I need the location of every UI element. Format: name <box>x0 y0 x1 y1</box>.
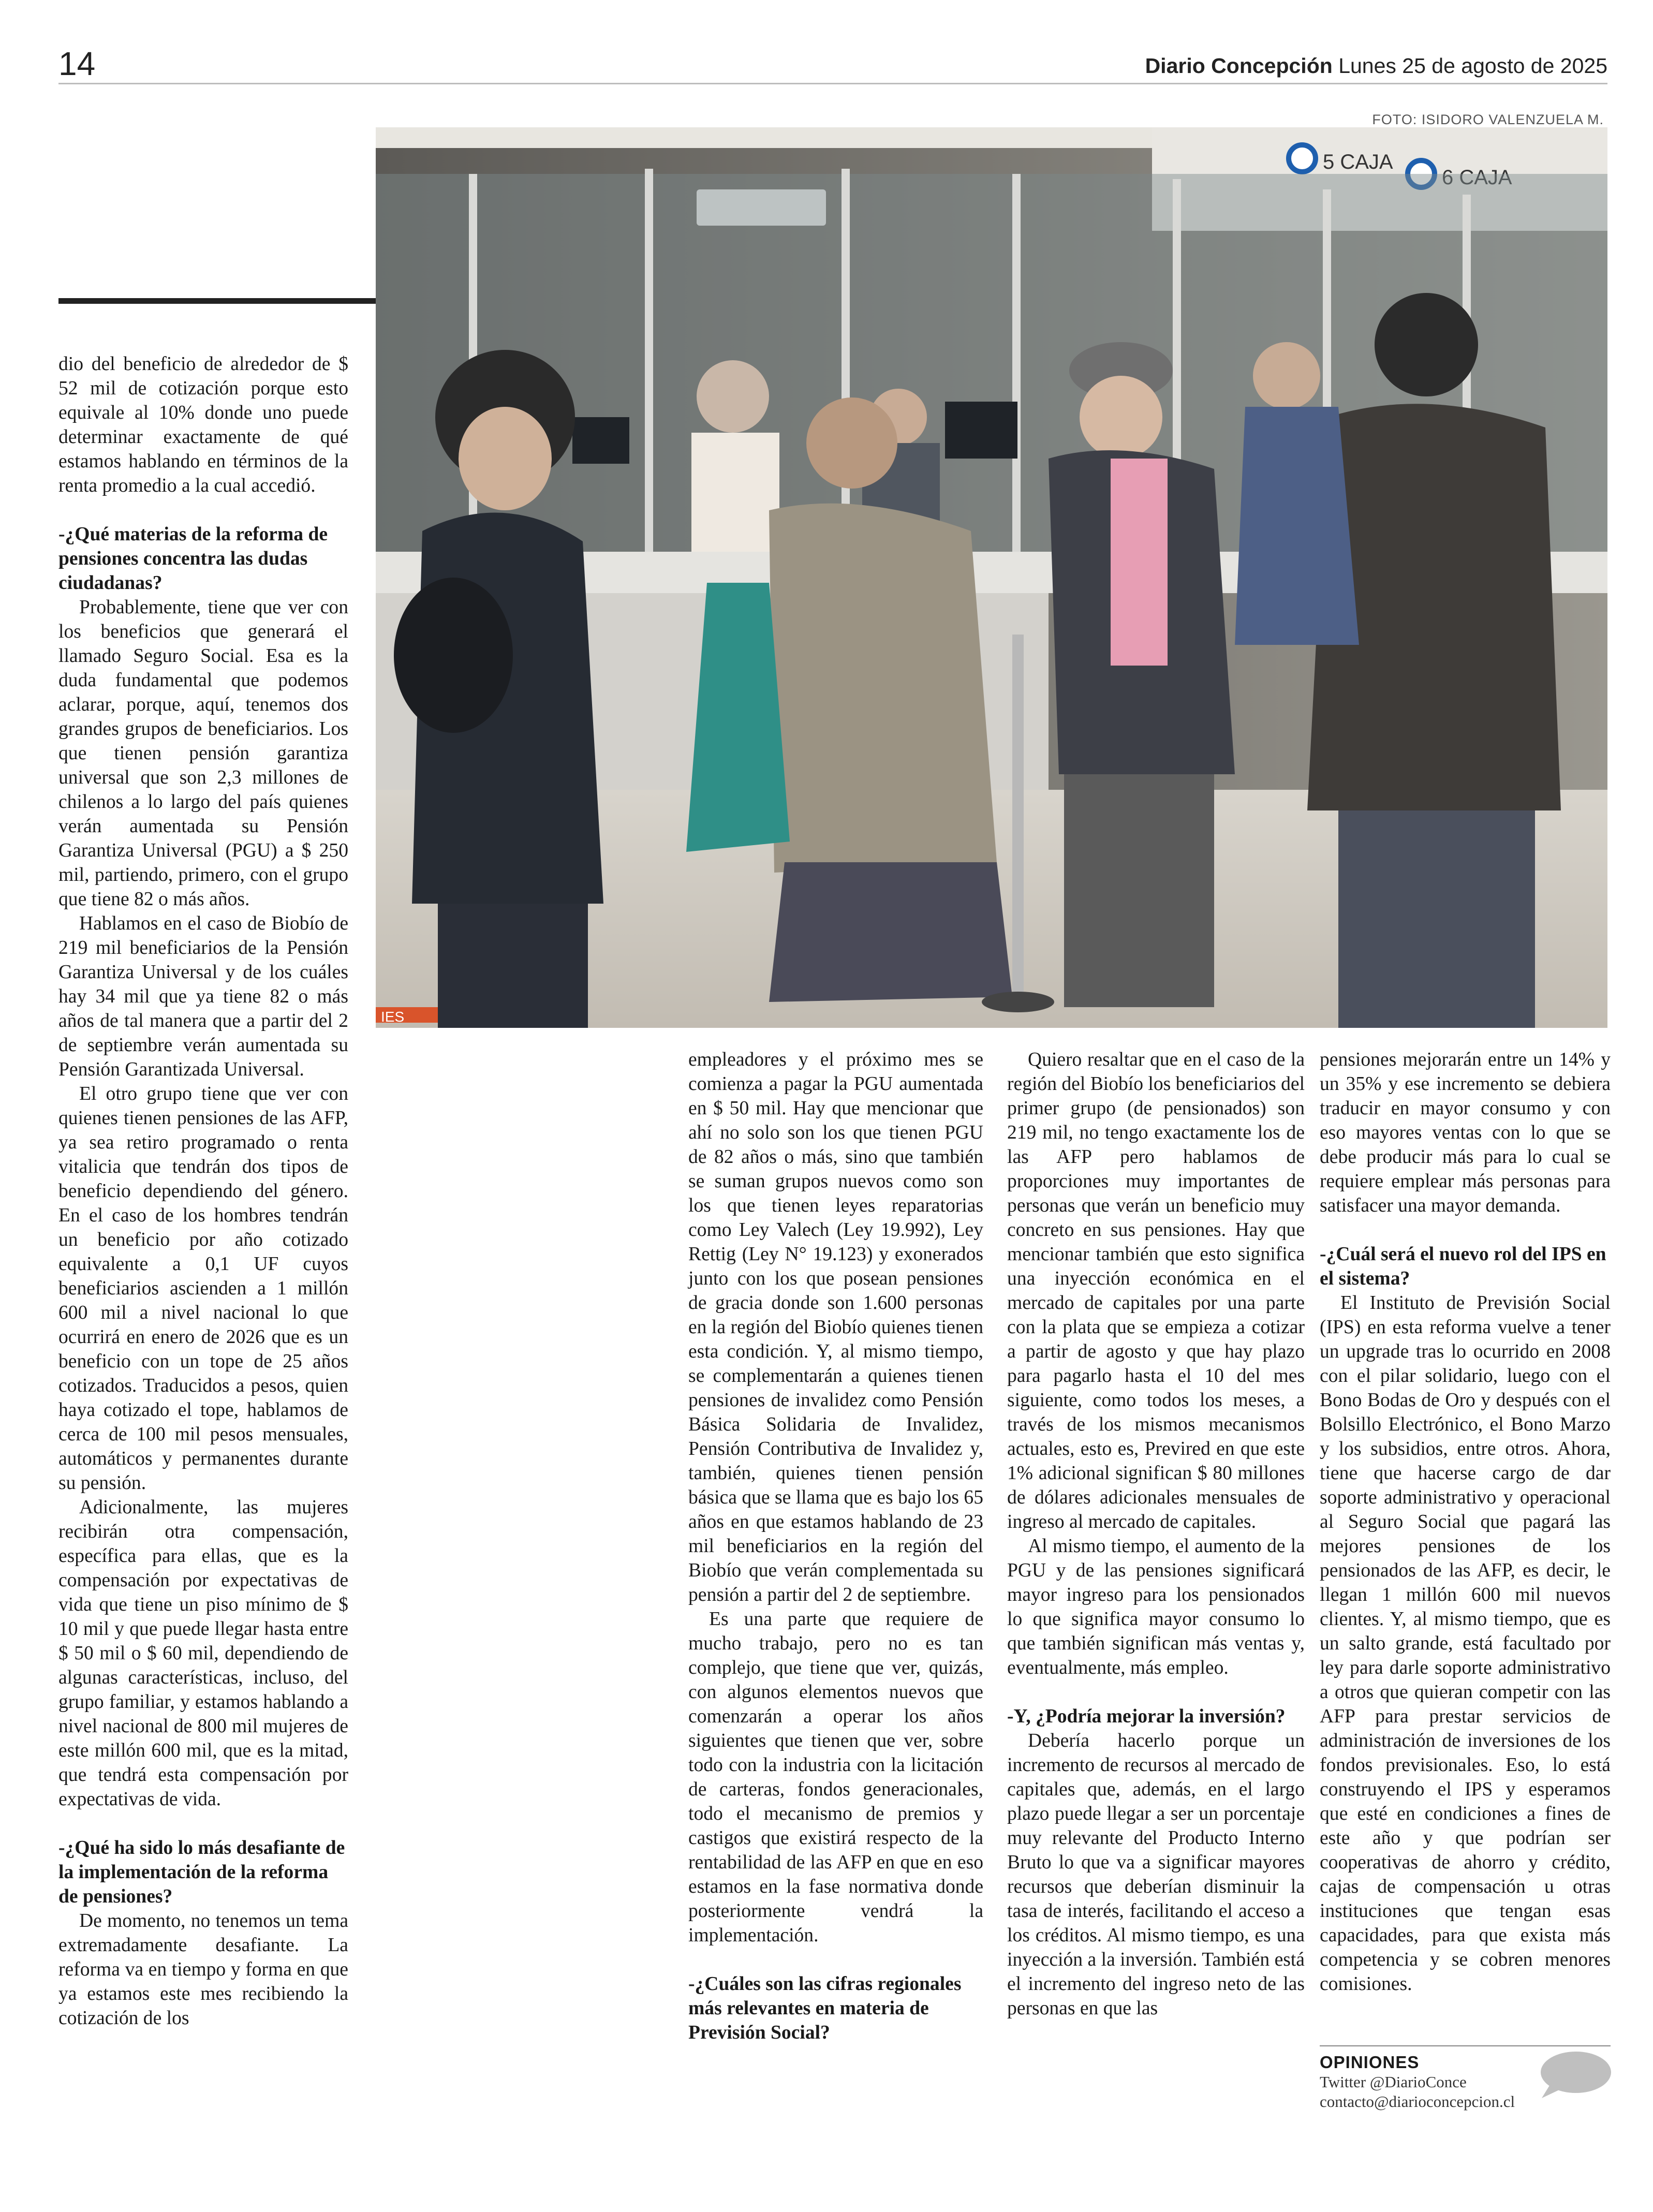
paragraph: Es una parte que requiere de mucho trabajo, pero no es tan complejo, que tiene que ver, quizás, con algunos elementos nuevos que comenzarán a operar los años siguientes que tienen que ver, sobre todo con la industria con la licitación de carteras, fondos generacionales, todo el mecanismo de premios y castigos que existirá respecto de la rentabilidad de las AFP en que en eso estamos en la fase normativa donde posteriormente vendrá la implementación. <box>688 1609 983 1946</box>
floor-text: IES <box>381 1009 405 1025</box>
paragraph: Probablemente, tiene que ver con los beneficios que generará el llamado Seguro Social. Esa es la duda fundamental que podemos aclarar, porque, aquí, tenemos dos grandes grupos de beneficiarios. Los que tienen pensión garantiza universal que son 2,3 millones de chilenos a lo largo del país quienes verán aumentada su Pensión Garantiza Universal (PGU) a $ 250 mil, partiendo, primero, con el grupo que tiene 82 o más años. <box>58 597 348 910</box>
paragraph: Adicionalmente, las mujeres recibirán otra compensación, específica para ellas, que es la compensación por expectativas de vida que tiene un piso mínimo de $ 10 mil y que puede llegar hasta entre $ 50 mil o $ 60 mil, dependiendo de algunas características, incluso, del grupo familiar, y estamos hablando a nivel nacional de 800 mil mujeres de este millón 600 mil, que es la mitad, que tendrá esta compensación por expectativas de vida. <box>58 1497 348 1810</box>
text-column-2 <box>688 1048 983 2045</box>
paragraph: Debería hacerlo porque un incremento de recursos al mercado de capitales que, además, en el largo plazo puede llegar a ser un porcentaje muy relevante del Producto Interno Bruto lo que va a significar mayores recursos que deberían disminuir la tasa de interés, facilitando el acceso a los créditos. Al mismo tiempo, es una inyección a la inversión. También está el incremento del ingreso neto de las personas en que las <box>1007 1730 1305 2019</box>
opinion-rule <box>1320 2045 1611 2046</box>
page-number: 14 <box>58 45 96 82</box>
interview-question: -¿Cuál será el nuevo rol del IPS en el sistema? <box>1320 1244 1606 1289</box>
contact-email[interactable]: contacto@diarioconcepcion.cl <box>1320 2092 1515 2111</box>
paragraph: Quiero resaltar que en el caso de la región del Biobío los beneficiarios del primer grupo (de pensionados) son 219 mil, no tengo exactamente los de las AFP pero hablamos de proporciones muy importantes de personas que verán un beneficio muy concreto en sus pensiones. Hay que mencionar también que esto significa una inyección económica en el mercado de capitales por una parte con la plata que se empieza a cotizar a partir de agosto y que hay plazo para pagarlo hasta el 10 del mes siguiente, como todos los meses, a través de los mismos mecanismos actuales, esto es, Previred en que este 1% adicional significan $ 80 millones de dólares adicionales mensuales de ingreso al mercado de capitales. <box>1007 1049 1305 1532</box>
paragraph: pensiones mejorarán entre un 14% y un 35% y ese incremento se debiera traducir en mayor consumo y con eso mayores ventas con lo que se debe producir más para lo cual se requiere emplear más personas para satisfacer una mayor demanda. <box>1320 1049 1611 1216</box>
text-column-1 <box>58 352 348 2030</box>
photo-credit: FOTO: ISIDORO VALENZUELA M. <box>1372 112 1604 127</box>
counter-sign-5: 5 CAJA <box>1323 151 1393 173</box>
paragraph: El Instituto de Previsión Social (IPS) en esta reforma vuelve a tener un upgrade tras lo ocurrido en 2008 con el pilar solidario, luego con el Bono Bodas de Oro y después con el Bolsillo Electrónico, el Bono Marzo y los subsidios, entre otros. Ahora, tiene que hacerse cargo de dar soporte administrativo y operacional al Seguro Social que pagará las mejores pensiones de los pensionados de las AFP, es decir, le llegan 1 millón 600 mil nuevos clientes. Y, al mismo tiempo, que es un salto grande, está facultado por ley para darle soporte administrativo a otros que quieran competir con las AFP para prestar servicios de administración de inversiones de los fondos previsionales. Eso, lo está construyendo el IPS y esperamos que esté en condiciones a fines de este año y que podrían ser cooperativas de ahorro y crédito, cajas de compensación u otras instituciones que tengan esas capacidades, para que exista más competencia y se cobren menores comisiones. <box>1320 1292 1611 1995</box>
text-column-3 <box>1007 1048 1305 2021</box>
news-photo <box>376 127 1607 1028</box>
photo-illustration <box>376 127 1607 1028</box>
counter-sign-icon <box>1289 145 1316 172</box>
masthead-dateline <box>1145 54 1607 78</box>
interview-question: -Y, ¿Podría mejorar la inversión? <box>1007 1706 1286 1727</box>
header-rule <box>58 83 1607 84</box>
issue-date: Lunes 25 de agosto de 2025 <box>1338 54 1607 78</box>
publication-name: Diario Concepción <box>1145 54 1333 78</box>
paragraph: Hablamos en el caso de Biobío de 219 mil beneficiarios de la Pensión Garantiza Universal y de los cuáles hay 34 mil que ya tiene 82 o más años de tal manera que a partir del 2 de septiembre verán aumentada su Pensión Garantizada Universal. <box>58 913 348 1080</box>
paragraph: Al mismo tiempo, el aumento de la PGU y de las pensiones significará mayor ingreso para los pensionados lo que significa mayor consumo lo que también significan más ventas y, eventualmente, más empleo. <box>1007 1536 1305 1678</box>
interview-question: -¿Qué materias de la reforma de pensiones concentra las dudas ciudadanas? <box>58 524 328 594</box>
paragraph: dio del beneficio de alrededor de $ 52 mil de cotización porque esto equivale al 10% donde uno puede determinar exactamente de qué estamos hablando en términos de la renta promedio a la cual accedió. <box>58 353 348 496</box>
interview-question: -¿Cuáles son las cifras regionales más relevantes en materia de Previsión Social? <box>688 1973 962 2043</box>
paragraph: empleadores y el próximo mes se comienza a pagar la PGU aumentada en $ 50 mil. Hay que mencionar que ahí no solo son los que tienen PGU de 82 años o más, sino que también se suman grupos nuevos como son los que tienen leyes reparatorias como Ley Valech (Ley 19.992), Ley Rettig (Ley N° 19.123) y exonerados junto con los que posean pensiones de gracia donde son 1.600 personas en la región del Biobío quienes tienen esta condición. Y, al mismo tiempo, se complementarán a quienes tienen pensiones de invalidez como Pensión Básica Solidaria de Invalidez, Pensión Contributiva de Invalidez y, también, quienes tienen pensión básica que se llama que es bajo los 65 años en que estamos hablando de 23 mil beneficiarios en la región del Biobío que verán complementada su pensión a partir del 2 de septiembre. <box>688 1049 983 1605</box>
opinion-title: OPINIONES <box>1320 2053 1420 2072</box>
speech-bubble-icon <box>1534 2051 1612 2100</box>
section-rule <box>58 298 379 304</box>
twitter-handle[interactable]: Twitter @DiarioConce <box>1320 2073 1467 2091</box>
interview-question: -¿Qué ha sido lo más desafiante de la implementación de la reforma de pensiones? <box>58 1837 345 1907</box>
paragraph: De momento, no tenemos un tema extremadamente desafiante. La reforma va en tiempo y forma en que ya estamos este mes recibiendo la cotización de los <box>58 1910 348 2029</box>
counter-sign-6: 6 CAJA <box>1442 166 1512 189</box>
text-column-4 <box>1320 1048 1611 1996</box>
paragraph: El otro grupo tiene que ver con quienes tienen pensiones de las AFP, ya sea retiro programado o renta vitalicia que tendrán dos tipos de beneficio dependiendo del género. En el caso de los hombres tendrán un beneficio por año cotizado equivalente a 0,1 UF cuyos beneficiarios ascienden a 1 millón 600 mil a nivel nacional lo que ocurrirá en enero de 2026 que es un beneficio con un tope de 25 años cotizados. Traducidos a pesos, quien haya cotizado el tope, hablamos de cerca de 100 mil pesos mensuales, automáticos y permanentes durante su pensión. <box>58 1083 348 1494</box>
